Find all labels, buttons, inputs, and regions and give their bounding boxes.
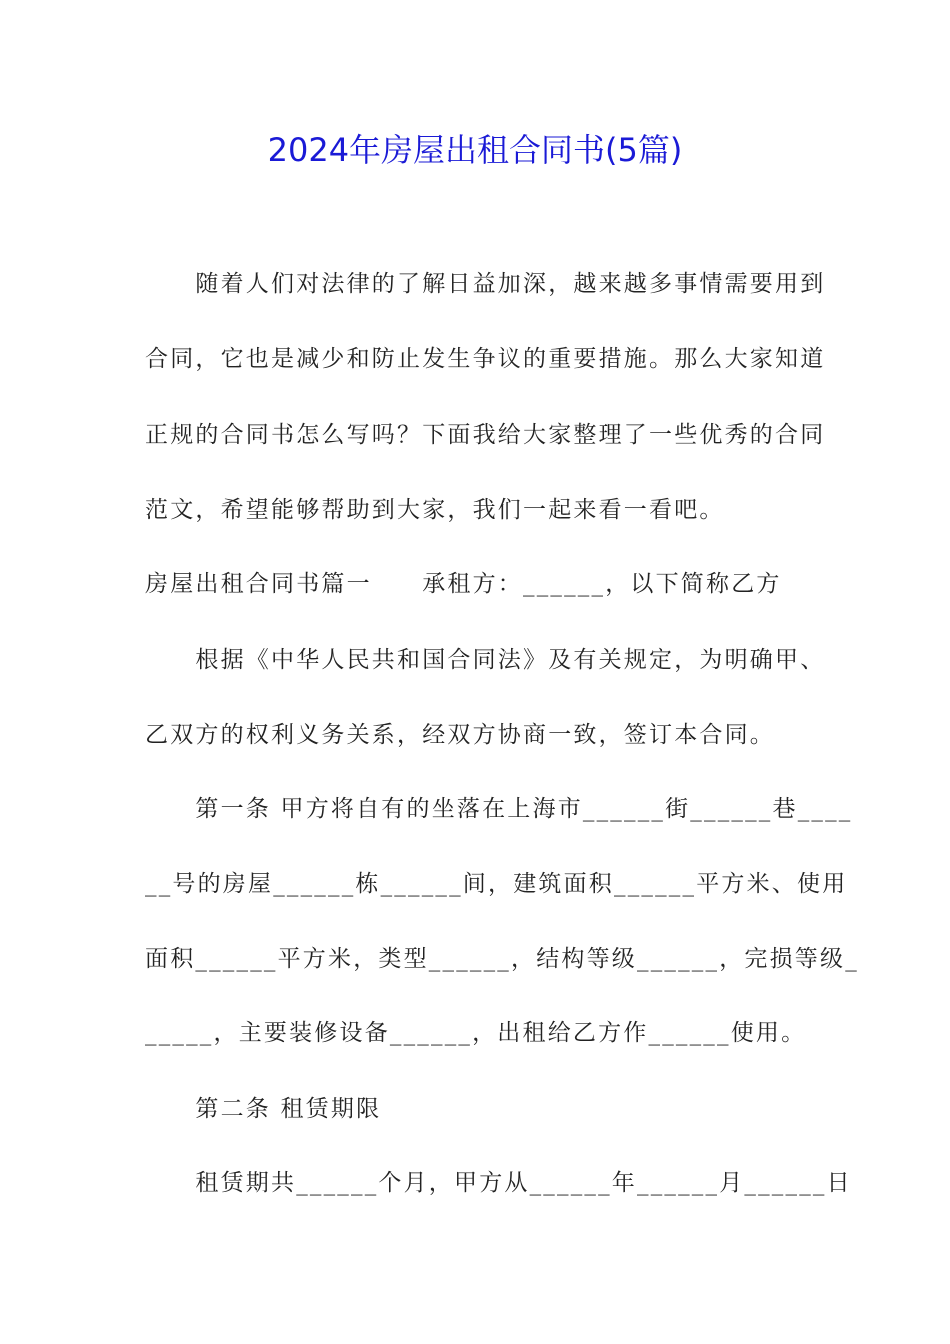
section-heading-line: 房屋出租合同书篇一 承租方：______，以下简称乙方	[145, 571, 782, 597]
paragraph-line: 随着人们对法律的了解日益加深，越来越多事情需要用到	[145, 271, 826, 297]
paragraph-line: 第二条 租赁期限	[145, 1096, 382, 1122]
paragraph-line: _____，主要装修设备______，出租给乙方作______使用。	[145, 1020, 807, 1046]
paragraph-line: 乙双方的权利义务关系，经双方协商一致，签订本合同。	[145, 722, 775, 748]
paragraph-line: 根据《中华人民共和国合同法》及有关规定，为明确甲、	[145, 647, 826, 673]
document-title: 2024年房屋出租合同书(5篇)	[267, 131, 683, 169]
paragraph-line: 合同，它也是减少和防止发生争议的重要措施。那么大家知道	[145, 346, 826, 372]
paragraph-line: 租赁期共______个月，甲方从______年______月______日	[145, 1170, 852, 1196]
paragraph-line: 第一条 甲方将自有的坐落在上海市______街______巷____	[145, 796, 853, 822]
paragraph-line: 范文，希望能够帮助到大家，我们一起来看一看吧。	[145, 497, 725, 523]
paragraph-line: 面积______平方米，类型______，结构等级______，完损等级_	[145, 946, 859, 972]
paragraph-line: __号的房屋______栋______间，建筑面积______平方米、使用	[145, 871, 848, 897]
paragraph-line: 正规的合同书怎么写吗？下面我给大家整理了一些优秀的合同	[145, 422, 826, 448]
